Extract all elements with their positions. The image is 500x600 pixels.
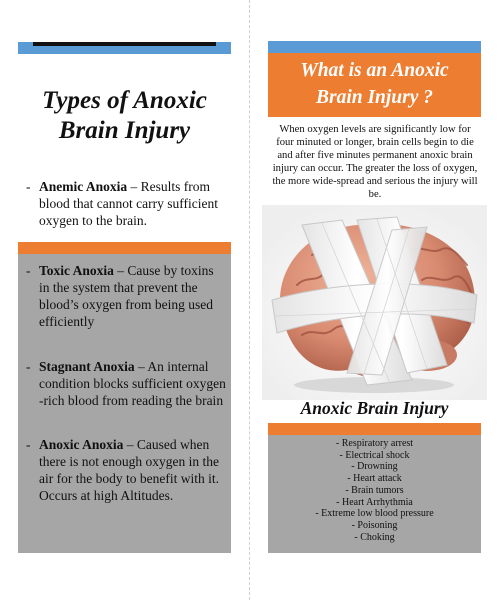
toxic-term: Toxic Anoxia [39,263,114,278]
anemic-desc: – Results from blood that cannot carry sufficient oxygen to the brain. [39,179,218,228]
stagnant-term: Stagnant Anoxia [39,359,135,374]
left-top-black-stripe [33,42,216,46]
list-item: - Drowning [351,461,398,473]
causes-list [268,435,481,543]
header-line1: What is an Anoxic [300,60,449,81]
right-orange-bar [268,423,481,435]
toxic-anoxia-item [26,262,226,330]
stagnant-anoxia-item [26,358,226,409]
list-item: - Heart attack [347,473,402,485]
list-item: - Choking [354,531,395,543]
bullet-dash: - [26,437,31,452]
list-item: - Electrical shock [339,449,410,461]
page-fold-divider [249,0,250,600]
list-item: - Brain tumors [345,484,404,496]
anoxic-desc: – Caused when there is not enough oxygen in the air for the body to benefit with it. Occurs at high Altitudes. [39,437,219,503]
what-is-header [268,53,481,117]
list-item: - Heart Arrhythmia [336,496,413,508]
list-item: - Poisoning [351,519,398,531]
bullet-dash: - [26,179,31,194]
anoxia-types-panel [18,254,231,553]
types-title-line1: Types of Anoxic [42,87,207,114]
brain-image-caption: Anoxic Brain Injury [300,398,449,418]
stagnant-desc: – An internal condition blocks sufficient oxygen -rich blood from reading the brain [39,359,226,408]
right-top-accent-bar [268,41,481,53]
causes-panel [268,435,481,553]
anemic-term: Anemic Anoxia [39,179,128,194]
types-title-line2: Brain Injury [58,117,191,144]
left-orange-bar [18,242,231,254]
intro-paragraph: When oxygen levels are significantly low for four minuted or longer, brain cells begin to die and after five minutes permanent anoxic brain injury can occur. The greater the loss of oxygen, the more wide-spread and serious the injury will be. [272,124,478,200]
toxic-desc: – Cause by toxins in the system that prevent the blood’s oxygen from being used efficiently [39,263,214,329]
bandaged-brain-image [262,205,487,400]
bullet-dash: - [26,263,31,278]
list-item: - Respiratory arrest [335,438,414,449]
anemic-anoxia-item [26,178,231,229]
left-top-accent-bar [18,42,231,54]
header-line2: Brain Injury ? [315,87,434,108]
anoxic-anoxia-item [26,436,226,504]
list-item: - Extreme low blood pressure [315,508,434,520]
anoxic-term: Anoxic Anoxia [39,437,124,452]
bullet-dash: - [26,359,31,374]
types-title [18,86,231,146]
